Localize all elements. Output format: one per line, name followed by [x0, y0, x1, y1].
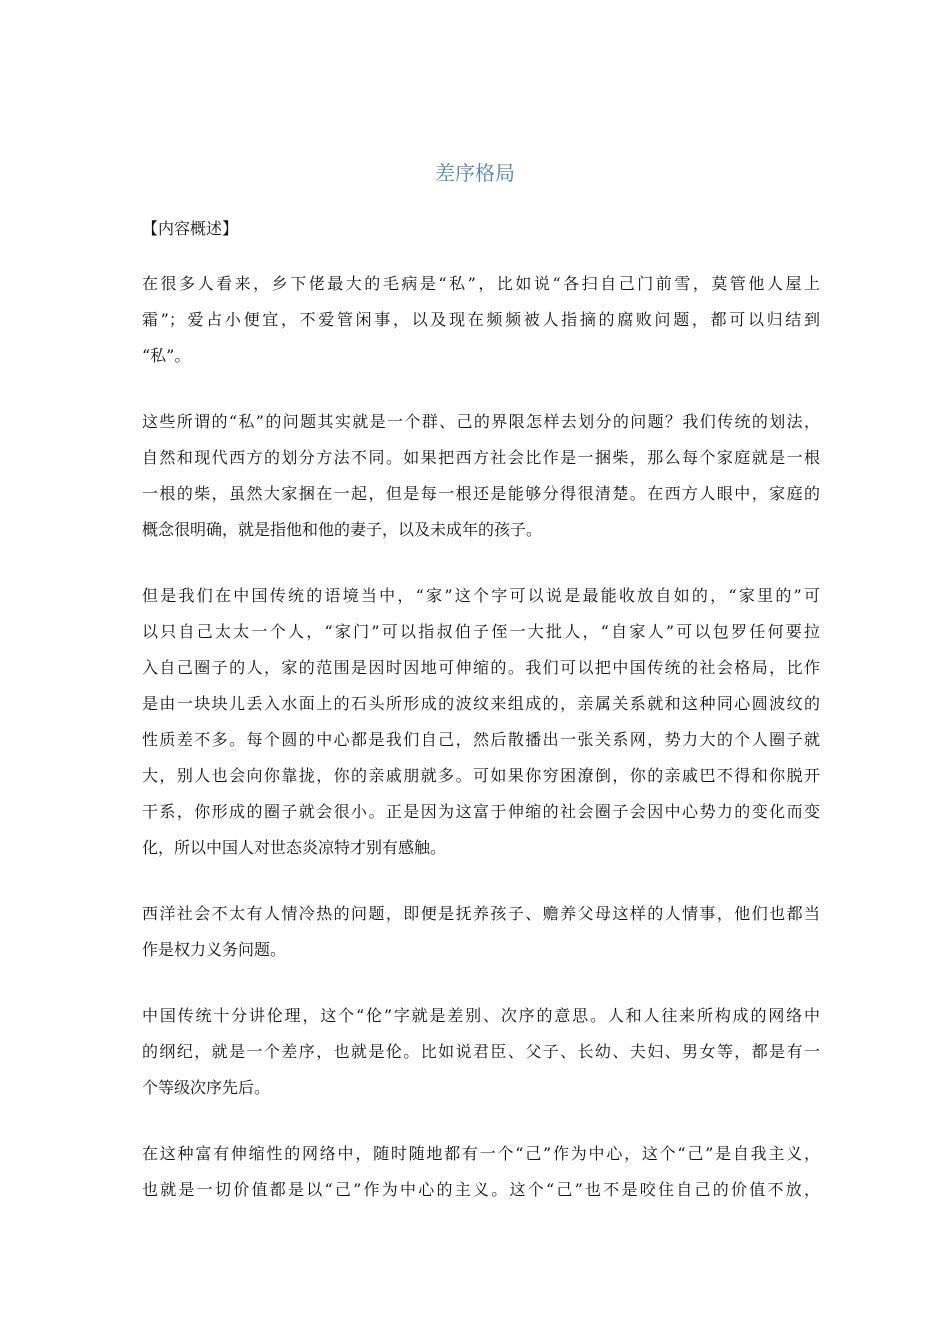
text-line: 也就是一切价值都是以“己”作为中心的主义。这个“己”也不是咬住自己的价值不放，: [142, 1180, 820, 1199]
text-line: 自然和现代西方的划分方法不同。如果把西方社会比作是一捆柴，那么每个家庭就是一根: [142, 448, 820, 467]
text-line: 这些所谓的“私”的问题其实就是一个群、己的界限怎样去划分的问题？我们传统的划法，: [142, 412, 820, 431]
text-line: 大，别人也会向你靠拢，你的亲戚朋就多。可如果你穷困潦倒，你的亲戚巴不得和你脱开: [142, 766, 820, 785]
text-line: 一根的柴，虽然大家捆在一起，但是每一根还是能够分得很清楚。在西方人眼中，家庭的: [142, 484, 820, 503]
text-line: 作是权力义务问题。: [142, 940, 287, 959]
text-line: 的纲纪，就是一个差序，也就是伦。比如说君臣、父子、长幼、夫妇、男女等，都是有一: [142, 1042, 820, 1061]
text-line: 个等级次序先后。: [142, 1078, 271, 1097]
text-line: 以只自己太太一个人，“家门”可以指叔伯子侄一大批人，“自家人”可以包罗任何要拉: [142, 622, 820, 641]
text-line: 霜”；爱占小便宜，不爱管闲事，以及现在频频被人指摘的腐败问题，都可以归结到: [142, 310, 820, 329]
text-line: 性质差不多。每个圆的中心都是我们自己，然后散播出一张关系网，势力大的个人圈子就: [142, 730, 820, 749]
text-line: 干系，你形成的圈子就会很小。正是因为这富于伸缩的社会圈子会因中心势力的变化而变: [142, 802, 820, 821]
section-label: 【内容概述】: [142, 219, 239, 238]
text-line: 中国传统十分讲伦理，这个“伦”字就是差别、次序的意思。人和人往来所构成的网络中: [142, 1006, 820, 1025]
text-line: “私”。: [142, 346, 191, 365]
text-line: 西洋社会不太有人情冷热的问题，即便是抚养孩子、赡养父母这样的人情事，他们也都当: [142, 904, 820, 923]
text-line: 但是我们在中国传统的语境当中，“家”这个字可以说是最能收放自如的，“家里的”可: [142, 586, 820, 605]
text-line: 概念很明确，就是指他和他的妻子，以及未成年的孩子。: [142, 520, 543, 539]
text-line: 在这种富有伸缩性的网络中，随时随地都有一个“己”作为中心，这个“己”是自我主义，: [142, 1144, 820, 1163]
document-title: 差序格局: [435, 161, 515, 185]
text-line: 入自己圈子的人，家的范围是因时因地可伸缩的。我们可以把中国传统的社会格局，比作: [142, 658, 820, 677]
text-line: 是由一块块儿丢入水面上的石头所形成的波纹来组成的，亲属关系就和这种同心圆波纹的: [142, 694, 820, 713]
text-line: 化，所以中国人对世态炎凉特才别有感触。: [142, 838, 447, 857]
text-line: 在很多人看来，乡下佬最大的毛病是“私”，比如说“各扫自己门前雪，莫管他人屋上: [142, 274, 820, 293]
